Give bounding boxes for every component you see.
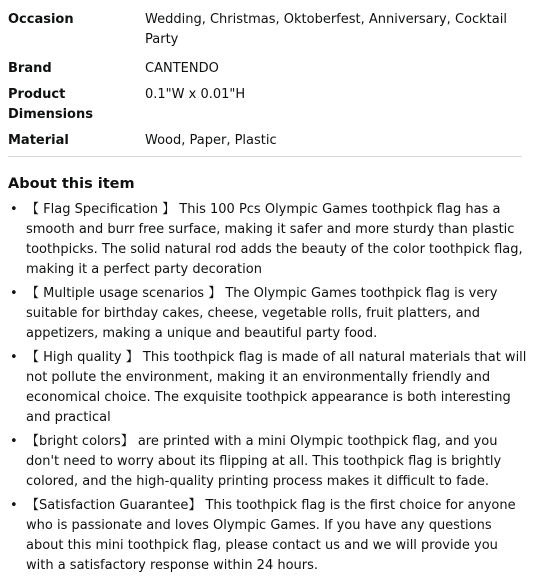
list-item <box>8 284 528 344</box>
bullet-text: 【 Flag Specification 】 This 100 Pcs Olympic Games toothpick flag has a smooth and burr free surface, making it safer and more sturdy than plastic toothpicks. The solid natural rod adds the beauty of the color toothpick flag, making it a perfect party decoration <box>26 202 523 277</box>
list-item <box>8 432 528 492</box>
bullet-icon: • <box>10 434 18 449</box>
spec-label: Brand <box>8 61 52 76</box>
bullet-text: 【 Multiple usage scenarios 】 The Olympic Games toothpick flag is very suitable for birthday cakes, cheese, vegetable rolls, fruit platters, and appetizers, making a unique and beautiful party food. <box>26 286 498 341</box>
spec-label: Material <box>8 133 69 148</box>
spec-row-occasion <box>8 10 522 59</box>
about-section-title: About this item <box>8 176 135 192</box>
spec-label: Occasion <box>8 12 74 27</box>
bullet-text: 【bright colors】 are printed with a mini Olympic toothpick flag, and you don't need to worry about its flipping at all. This toothpick flag is brightly colored, and the high-quality printing process makes it difficult to fade. <box>26 434 502 489</box>
list-item <box>8 200 528 280</box>
list-item <box>8 348 528 428</box>
bullet-icon: • <box>10 350 18 365</box>
feature-bullet-list <box>8 200 528 580</box>
spec-value: Wedding, Christmas, Oktoberfest, Anniversary, Cocktail Party <box>145 12 507 47</box>
bullet-icon: • <box>10 202 18 217</box>
spec-row-brand <box>8 59 522 85</box>
spec-value: 0.1"W x 0.01"H <box>145 87 246 102</box>
spec-value: Wood, Paper, Plastic <box>145 133 277 148</box>
bullet-text: 【 High quality 】 This toothpick flag is made of all natural materials that will not pollute the environment, making it an environmentally friendly and economical choice. The exquisite toothpick appearance is both interesting and practical <box>26 350 527 425</box>
bullet-text: 【Satisfaction Guarantee】 This toothpick flag is the first choice for anyone who is passionate and loves Olympic Games. If you have any questions about this mini toothpick flag, please contact us and we will provide you with a satisfactory response within 24 hours. <box>26 498 516 573</box>
spec-label: Product Dimensions <box>8 87 93 122</box>
list-item <box>8 496 528 576</box>
bullet-icon: • <box>10 286 18 301</box>
bullet-icon: • <box>10 498 18 513</box>
spec-row-material <box>8 131 522 157</box>
spec-row-product-dimensions <box>8 85 522 131</box>
section-divider <box>8 156 522 157</box>
product-specs-table <box>8 10 522 157</box>
spec-value: CANTENDO <box>145 61 219 76</box>
